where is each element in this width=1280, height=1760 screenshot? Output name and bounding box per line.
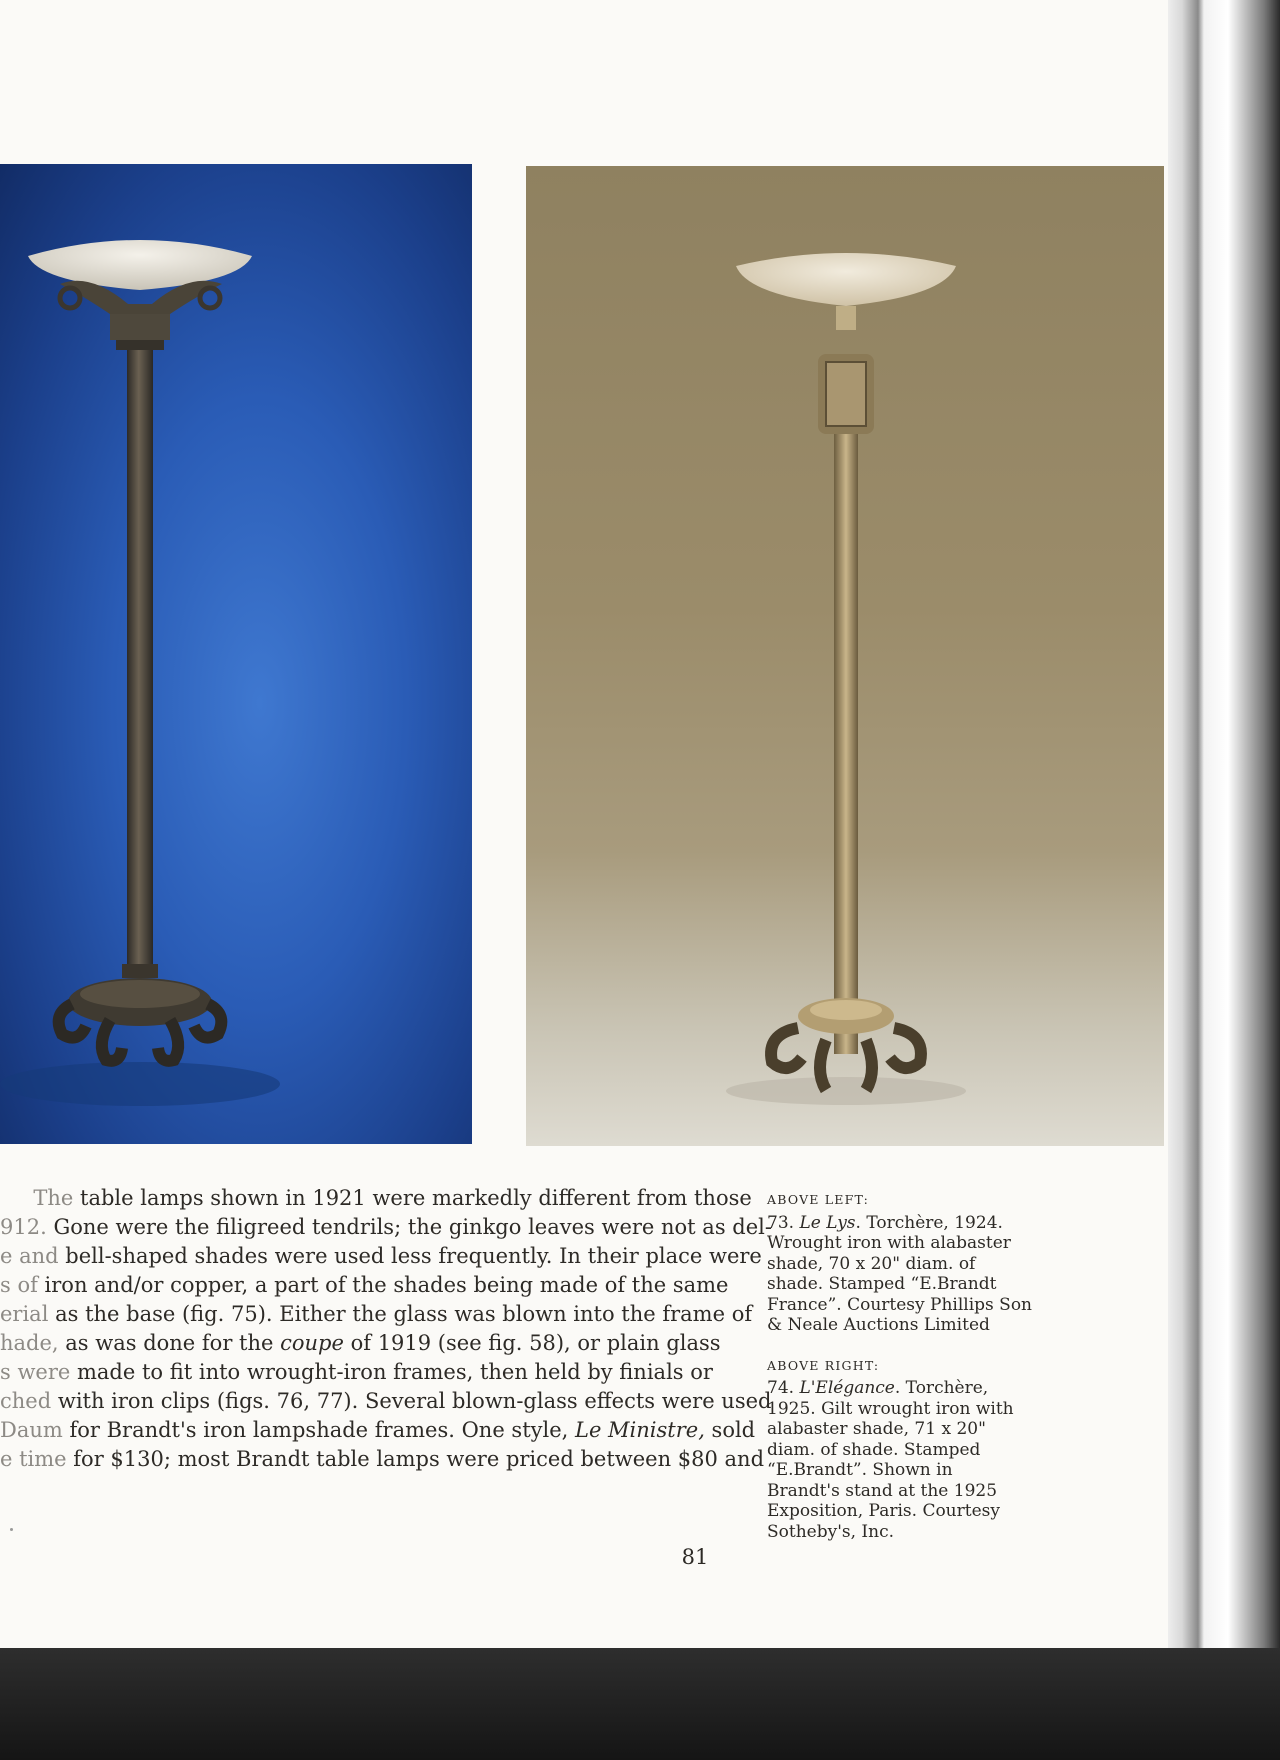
body-line: e time for $130; most Brandt table lamps were priced between $80 and xyxy=(0,1447,765,1471)
body-line: Daum for Brandt's iron lampshade frames. One style, Le Ministre, sold xyxy=(0,1418,756,1442)
print-speck xyxy=(10,1528,13,1531)
torchere-left-illustration xyxy=(0,164,472,1144)
caption-heading: ABOVE RIGHT: xyxy=(767,1357,880,1373)
body-text xyxy=(0,1184,772,1474)
book-gutter-edge xyxy=(1168,0,1280,1760)
caption-line: Brandt's stand at the 1925 xyxy=(767,1480,998,1501)
caption-line: Wrought iron with alabaster xyxy=(767,1233,1011,1253)
captions-column xyxy=(767,1190,1033,1562)
body-line: s of iron and/or copper, a part of the shades being made of the same xyxy=(0,1273,729,1297)
body-line: erial as the base (fig. 75). Either the glass was blown into the frame of xyxy=(0,1302,753,1326)
caption-text xyxy=(767,1212,1033,1336)
body-line: The table lamps shown in 1921 were markedly different from those xyxy=(33,1186,752,1210)
caption-line: alabaster shade, 71 x 20" xyxy=(767,1419,986,1439)
body-line: ched with iron clips (figs. 76, 77). Several blown-glass effects were used xyxy=(0,1389,772,1413)
body-line: hade, as was done for the coupe of 1919 (see fig. 58), or plain glass xyxy=(0,1331,721,1355)
caption-line: 1925. Gilt wrought iron with xyxy=(767,1398,1014,1419)
caption-above-right xyxy=(767,1356,1027,1543)
caption-above-left xyxy=(767,1190,1033,1336)
page-number: 81 xyxy=(681,1545,709,1569)
caption-line: diam. of shade. Stamped xyxy=(767,1439,981,1460)
caption-heading: ABOVE LEFT: xyxy=(767,1192,870,1207)
caption-text xyxy=(767,1378,1027,1542)
caption-line: Sotheby's, Inc. xyxy=(767,1521,895,1542)
photo-le-lys-torchere xyxy=(0,164,472,1144)
caption-line: France”. Courtesy Phillips Son xyxy=(767,1294,1033,1315)
body-line: 912. Gone were the filigreed tendrils; the ginkgo leaves were not as del- xyxy=(0,1215,772,1239)
photo-lelegance-torchere xyxy=(526,166,1164,1146)
caption-line: “E.Brandt”. Shown in xyxy=(767,1460,953,1480)
caption-line: & Neale Auctions Limited xyxy=(767,1315,990,1335)
caption-line: Exposition, Paris. Courtesy xyxy=(767,1501,1000,1521)
scan-edge-bottom xyxy=(0,1648,1280,1760)
torchere-right-illustration xyxy=(526,166,1164,1146)
caption-line: 73. Le Lys. Torchère, 1924. xyxy=(767,1212,1003,1233)
caption-line: 74. L'Elégance. Torchère, xyxy=(767,1378,989,1398)
caption-line: shade, 70 x 20" diam. of xyxy=(767,1253,976,1274)
body-line: s were made to fit into wrought-iron frames, then held by finials or xyxy=(0,1360,713,1384)
body-line: e and bell-shaped shades were used less frequently. In their place were xyxy=(0,1244,762,1268)
caption-line: shade. Stamped “E.Brandt xyxy=(767,1274,997,1294)
